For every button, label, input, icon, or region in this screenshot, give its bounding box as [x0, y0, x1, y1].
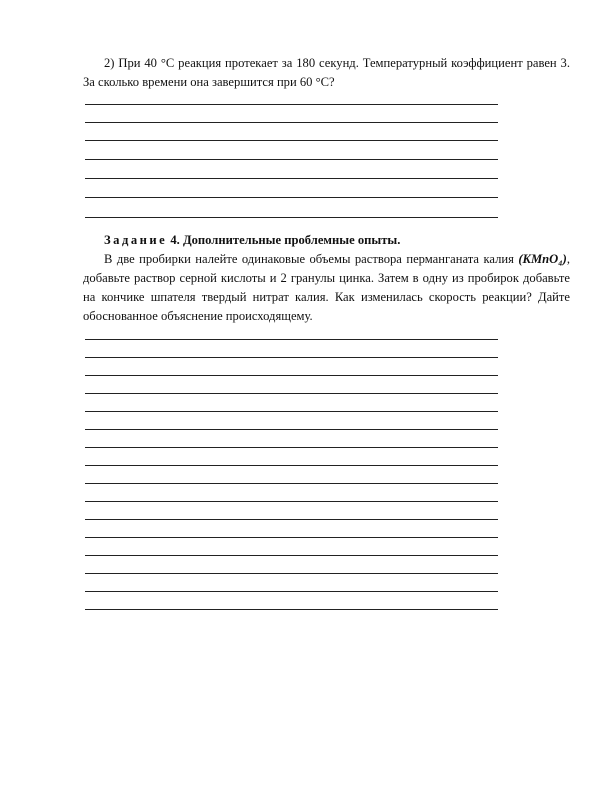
- task-4-title: Дополнительные проблемные опыты.: [179, 233, 401, 247]
- task-4-heading: [104, 231, 400, 250]
- task-4-text-part2: , добавьте раствор серной кислоты и 2 гранулы цинка. Затем в одну из пробирок добавьте на кончике шпателя твердый нитрат калия. Как изменилась скорость реакции? Дайте обоснованное объяснение происходящему.: [83, 252, 570, 323]
- answer-line: [85, 591, 498, 592]
- answer-line: [85, 339, 498, 340]
- answer-line: [85, 159, 498, 160]
- answer-line: [85, 197, 498, 198]
- answer-line: [85, 217, 498, 218]
- problem-2-text: 2) При 40 °С реакция протекает за 180 секунд. Температурный коэффициент равен 3. За сколько времени она завершится при 60 °С?: [83, 56, 570, 89]
- task-4-text-part1: В две пробирки налейте одинаковые объемы раствора перманганата калия: [104, 252, 519, 266]
- answer-line: [85, 375, 498, 376]
- answer-line: [85, 429, 498, 430]
- answer-line: [85, 178, 498, 179]
- answer-line: [85, 447, 498, 448]
- answer-line: [85, 140, 498, 141]
- answer-line: [85, 122, 498, 123]
- answer-line: [85, 501, 498, 502]
- task-4-label: Задание: [104, 233, 168, 247]
- answer-line: [85, 573, 498, 574]
- answer-lines-problem-2: [85, 104, 498, 220]
- answer-line: [85, 411, 498, 412]
- answer-line: [85, 357, 498, 358]
- answer-line: [85, 537, 498, 538]
- answer-line: [85, 519, 498, 520]
- answer-line: [85, 609, 498, 610]
- answer-line: [85, 393, 498, 394]
- chemical-formula: (KMnO₄): [518, 252, 567, 266]
- answer-line: [85, 483, 498, 484]
- task-4-text: [83, 250, 570, 326]
- answer-line: [85, 104, 498, 105]
- answer-line: [85, 465, 498, 466]
- answer-lines-task-4: [85, 339, 498, 619]
- task-4-number: 4.: [167, 233, 180, 247]
- answer-line: [85, 555, 498, 556]
